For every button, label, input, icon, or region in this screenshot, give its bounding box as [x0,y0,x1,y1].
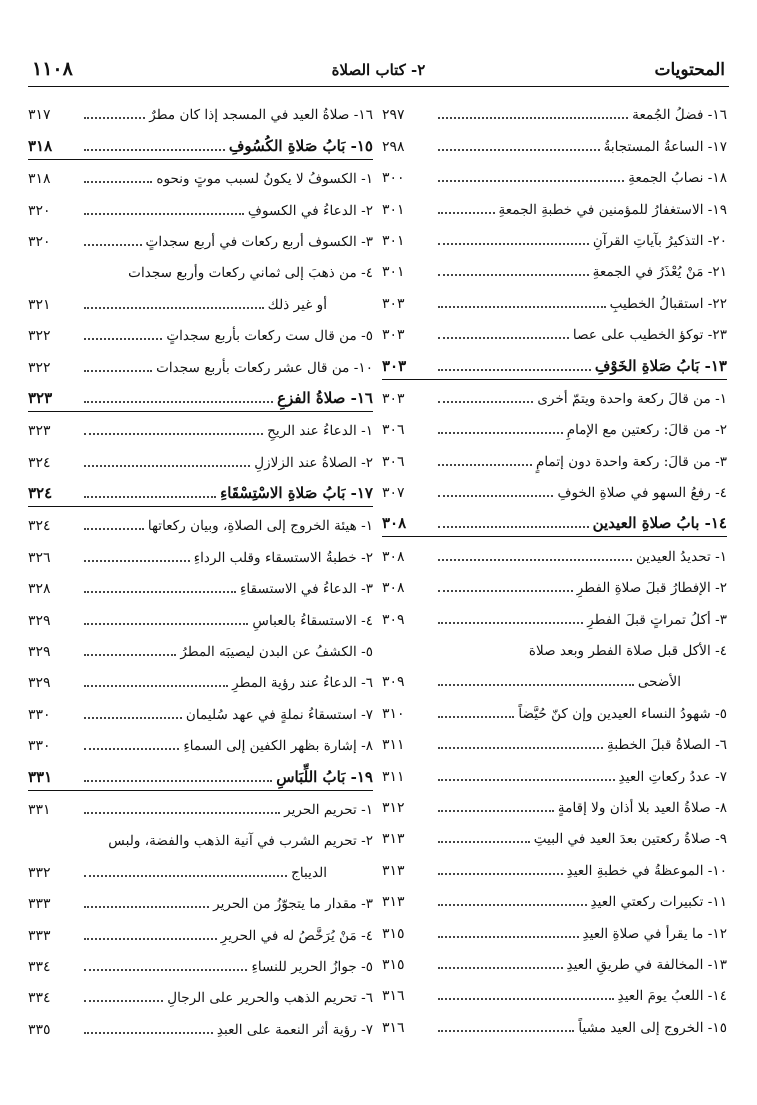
toc-entry-title: ١٤- بابُ صلاةِ العيدين [592,514,727,533]
toc-entry-title: ١- الكسوفُ لا يكونُ لسبب موتٍ ونحوه [156,171,373,188]
dot-leader [84,307,264,309]
dot-leader [438,904,587,906]
toc-chapter-row [28,380,373,412]
toc-entry-title: ١٧- بَابُ صَلاةِ الاسْتِسْقَاءِ [220,484,373,503]
toc-page-number: ٣١٨ [28,171,51,188]
toc-entry-title: ١٣- بَابُ صَلاةِ الخَوْفِ [594,356,727,375]
dot-leader [84,1000,163,1002]
toc-entry-title: الديباج [291,864,327,881]
toc-page-number: ٢٩٨ [382,138,405,155]
dot-leader [84,465,250,467]
toc-entry-title: ٢- الصلاةُ عند الزلازلِ [254,454,373,471]
toc-entry-row [28,601,373,632]
toc-page-number: ٣٣١ [28,767,53,786]
toc-page-number: ٣١٣ [382,831,405,848]
toc-entry-title: ٦- الصلاةُ قبلَ الخطبةِ [607,737,727,754]
dot-leader [438,401,533,403]
toc-entry-row [382,946,727,977]
toc-entry-title: ١- تحديدُ العيدين [635,548,727,565]
dot-leader [438,212,495,214]
toc-page-number: ٣١٦ [382,1019,405,1036]
dot-leader [438,873,563,875]
toc-page-number: ٣١٥ [382,925,405,942]
toc-entry-row [28,633,373,664]
toc-entry-title: ٩- صلاةُ ركعتين بعدَ العيد في البيتِ [533,831,727,848]
toc-chapter-row [28,475,373,507]
toc-page-number: ٣٣٣ [28,927,51,944]
toc-entry-title: ١٥- الخروج إلى العيد مشياً [578,1019,727,1036]
toc-page-number: ٣٣٠ [28,738,51,755]
toc-entry-title: ١٨- نصابُ الجمعةِ [628,170,727,187]
toc-entry-row [28,285,373,316]
toc-page-number: ٣٠١ [382,201,405,218]
toc-entry-title: ١- من قالَ ركعة واحدة ويتمّ أخرى [537,390,727,407]
toc-page-number: ٣٠٣ [382,390,405,407]
toc-page-number: ٣٢٦ [28,549,51,566]
toc-page-number: ٣٢٤ [28,518,51,535]
dot-leader [438,779,615,781]
toc-entry-title: ٣- أكلُ تمراتٍ قبلَ الفطرِ [587,611,727,628]
dot-leader [84,969,247,971]
toc-page-number: ٣١٥ [382,956,405,973]
dot-leader [84,875,287,877]
toc-chapter-row [382,347,727,379]
toc-entry-row [382,726,727,757]
toc-entry-title: ١٦- صلاةُ العيد في المسجد إذا كان مطرٌ [149,107,373,124]
toc-entry-row [382,883,727,914]
toc-entry-title: ٢٠- التذكيرُ بآياتِ القرآنِ [592,232,727,249]
toc-entry-row [28,538,373,569]
dot-leader [84,433,263,435]
dot-leader [84,560,190,562]
toc-entry-row [28,791,373,822]
toc-entry-row [382,159,727,190]
dot-leader [438,495,553,497]
toc-entry-row [382,977,727,1008]
toc-entry-row [382,442,727,473]
toc-entry-title: ٧- رؤية أثر النعمة على العبدِ [216,1021,373,1038]
toc-entry-title: ٥- جوازُ الحرير للنساءِ [251,958,373,975]
toc-entry-title: ٤- مَنْ يُرَخَّصُ له في الحريرِ [220,927,373,944]
toc-page-number: ٣٢٠ [28,202,51,219]
toc-entry-row [28,853,373,884]
dot-leader [438,810,554,812]
toc-entry-row [28,916,373,947]
toc-page-number: ٣٠١ [382,232,405,249]
toc-entry-title: ١٥- بَابُ صَلاةِ الكُسُوفِ [228,136,373,155]
toc-page-number: ٣٠٨ [382,580,405,597]
toc-page-number: ٣١٠ [382,705,405,722]
toc-page-number: ٣٢٤ [28,454,51,471]
toc-entry-row [382,253,727,284]
dot-leader [84,401,273,403]
toc-page-number: ٣٠٨ [382,514,407,533]
toc-entry-title: ٨- صلاةُ العيد بلا أذان ولا إقامةٍ [557,799,727,816]
toc-entry-title: ١- الدعاءُ عند الريحِ [267,423,373,440]
toc-entry-title: ٤- من ذهبَ إلى ثماني ركعات وأربع سجدات [128,265,373,282]
dot-leader [438,1030,574,1032]
toc-page-number: ٣٢٢ [28,359,51,376]
toc-entry-row [28,664,373,695]
toc-entry-title: ١١- تكبيرات ركعتي العيدِ [590,894,727,911]
dot-leader [84,717,182,719]
toc-entry-row [28,822,373,853]
toc-entry-row [382,569,727,600]
toc-chapter-row [28,758,373,790]
toc-entry-row [28,348,373,379]
toc-entry-title: ١- هيئة الخروج إلى الصلاةِ، وبيان ركعاتها [147,518,373,535]
dot-leader [84,938,217,940]
toc-entry-title: ٢- الإفطارُ قبلَ صلاةِ الفطرِ [576,580,727,597]
toc-entry-row [382,663,727,694]
toc-entry-row [382,316,727,347]
toc-entry-title: ٢٣- توكؤ الخطيب على عصا [572,327,727,344]
toc-entry-title: ١٩- بَابُ اللِّبَاسِ [276,767,373,786]
section-title: المحتويات [654,60,725,80]
toc-page-number: ٣١٧ [28,107,51,124]
dot-leader [438,716,514,718]
toc-entry-title: الأضحى [637,674,681,691]
toc-entry-title: ١٦- صلاةُ الفزعِ [277,388,373,407]
toc-entry-row [382,474,727,505]
toc-page-number: ٣٠٣ [382,327,405,344]
toc-page-number: ٣١٨ [28,136,53,155]
toc-entry-row [28,727,373,758]
toc-column-right [382,96,727,1040]
toc-entry-title: ٤- الاستسقاءُ بالعباسِ [252,612,373,629]
toc-page-number: ٣٢٤ [28,484,53,503]
toc-entry-title: ٢- خطبةُ الاستسقاء وقلب الرداءِ [193,549,373,566]
toc-entry-row [28,223,373,254]
toc-entry-title: ٧- استسقاءُ نملةٍ في عهد سُليمان [185,706,373,723]
toc-entry-title: ٦- تحريم الذهب والحرير على الرجالِ [167,990,373,1007]
dot-leader [84,654,176,656]
dot-leader [84,528,144,530]
dot-leader [84,906,209,908]
toc-entry-row [28,317,373,348]
dot-leader [84,338,162,340]
dot-leader [438,337,569,339]
toc-page-number: ٢٩٧ [382,107,405,124]
page-number: ١١٠٨ [32,58,73,80]
dot-leader [438,967,563,969]
toc-entry-title: ٢- تحريم الشرب في آنية الذهب والفضة، ولبس [108,833,373,850]
dot-leader [438,243,589,245]
dot-leader [438,369,591,371]
toc-entry-row [28,443,373,474]
toc-entry-title: ٦- الدعاءُ عند رؤية المطرِ [232,675,373,692]
toc-page-number: ٣٠٣ [382,295,405,312]
toc-entry-title: ٨- إشارة بظهر الكفين إلى السماءِ [183,738,373,755]
dot-leader [438,274,589,276]
toc-page-number: ٣٣٥ [28,1021,51,1038]
toc-page-number: ٣٠٦ [382,422,405,439]
toc-chapter-row [28,127,373,159]
dot-leader [438,117,628,119]
toc-page-number: ٣٣٣ [28,896,51,913]
toc-entry-row [28,96,373,127]
toc-entry-title: ٥- الكشفُ عن البدن ليصيبَه المطرُ [180,644,373,661]
toc-entry-row [382,600,727,631]
toc-entry-row [382,127,727,158]
toc-entry-row [382,1008,727,1039]
toc-entry-row [28,695,373,726]
toc-page-number: ٣٣٠ [28,706,51,723]
dot-leader [438,432,563,434]
toc-entry-title: ١٠- الموعظةُ في خطبةِ العيدِ [566,862,727,879]
toc-page-number: ٣٢٢ [28,328,51,345]
toc-entry-row [382,632,727,663]
toc-page-number: ٣١١ [382,737,405,754]
toc-page-number: ٣٠٨ [382,548,405,565]
toc-page-number: ٣٠٩ [382,611,405,628]
dot-leader [438,684,634,686]
toc-page-number: ٣١٢ [382,799,405,816]
toc-page-number: ٣٠٧ [382,485,405,502]
dot-leader [438,936,579,938]
toc-entry-row [28,160,373,191]
dot-leader [438,526,589,528]
toc-entry-title: ١٧- الساعةُ المستجابةُ [603,138,727,155]
toc-entry-row [382,789,727,820]
toc-page-number: ٣٠٦ [382,453,405,470]
dot-leader [438,464,532,466]
toc-entry-row [28,412,373,443]
toc-page-number: ٣١٣ [382,894,405,911]
dot-leader [84,685,228,687]
toc-entry-row [382,411,727,442]
toc-page-number: ٣١٣ [382,862,405,879]
toc-entry-title: ١- تحريم الحرير [284,801,373,818]
toc-page-number: ٣٢٣ [28,423,51,440]
toc-entry-row [382,851,727,882]
dot-leader [438,559,632,561]
toc-entry-title: ٧- عددُ ركعاتِ العيدِ [618,768,727,785]
toc-chapter-row [382,505,727,537]
dot-leader [438,841,530,843]
toc-entry-row [28,570,373,601]
toc-entry-row [28,948,373,979]
toc-page-number: ٣٢٨ [28,581,51,598]
toc-page-number: ٣٣٤ [28,990,51,1007]
toc-entry-row [382,694,727,725]
toc-entry-title: ١٠- من قال عشر ركعات بأربع سجدات [156,359,373,376]
toc-entry-title: ١٢- ما يقرأ في صلاةِ العيدِ [582,925,727,942]
dot-leader [438,149,600,151]
toc-entry-row [382,914,727,945]
toc-entry-row [28,979,373,1010]
dot-leader [84,213,244,215]
toc-entry-row [28,1010,373,1041]
dot-leader [84,244,142,246]
dot-leader [84,780,272,782]
toc-entry-title: ٣- مقدار ما يتجوّزُ من الحرير [213,896,373,913]
toc-entry-title: ١٣- المخالفة في طريقِ العيدِ [566,956,727,973]
toc-entry-title: ٢٢- استقبالُ الخطيبِ [609,295,727,312]
toc-page-number: ٣١٦ [382,988,405,1005]
toc-entry-title: ١٩- الاستغفارُ للمؤمنين في خطبةِ الجمعةِ [498,201,727,218]
toc-entry-title: ١٤- اللعبُ يومَ العيدِ [617,988,727,1005]
toc-entry-row [382,380,727,411]
toc-entry-row [382,96,727,127]
toc-page-number: ٣٣٤ [28,958,51,975]
toc-page-number: ٣٢٣ [28,388,53,407]
dot-leader [438,998,614,1000]
toc-page-number: ٣٢٩ [28,644,51,661]
toc-entry-row [28,507,373,538]
toc-entry-title: ٢١- مَنْ يُعْذَرُ في الجمعةِ [592,264,727,281]
toc-page-number: ٣٠٣ [382,356,407,375]
toc-column-left [28,96,373,1042]
toc-entry-title: ٣- الكسوف أربع ركعات في أربع سجداتٍ [145,233,373,250]
toc-page-number: ٣٢١ [28,296,51,313]
toc-page-number: ٣٢٩ [28,675,51,692]
toc-entry-title: ٢- من قالَ: ركعتين مع الإمامِ [566,422,727,439]
dot-leader [438,590,573,592]
toc-entry-row [28,191,373,222]
dot-leader [84,623,248,625]
toc-entry-title: ٢- الدعاءُ في الكسوفِ [247,202,373,219]
dot-leader [438,306,606,308]
toc-entry-row [382,284,727,315]
toc-page-number: ٣٠٠ [382,170,405,187]
dot-leader [84,181,152,183]
toc-page-number: ٣٠١ [382,264,405,281]
dot-leader [438,180,624,182]
toc-entry-row [28,885,373,916]
toc-entry-row [382,190,727,221]
toc-entry-row [382,757,727,788]
toc-entry-row [382,222,727,253]
toc-entry-title: ٣- الدعاءُ في الاستسقاءِ [240,581,373,598]
toc-page-number: ٣١١ [382,768,405,785]
toc-entry-title: ١٦- فضلُ الجُمعة [632,107,727,124]
toc-entry-row [28,254,373,285]
toc-entry-title: ٤- الأكل قبل صلاة الفطر وبعد صلاة [528,643,727,660]
toc-entry-title: ٥- شهودُ النساء العيدين وإن كنّ حُيَّضاً [518,705,727,722]
dot-leader [84,812,280,814]
toc-entry-title: ٣- من قالَ: ركعة واحدة دون إتمامٍ [535,453,727,470]
dot-leader [438,622,583,624]
dot-leader [84,748,179,750]
dot-leader [438,747,603,749]
toc-entry-row [382,820,727,851]
toc-page-number: ٣٠٩ [382,674,405,691]
page-header [28,58,729,84]
toc-entry-title: ٥- من قال ست ركعات بأربع سجداتٍ [166,328,373,345]
dot-leader [84,370,152,372]
header-rule [28,86,729,87]
dot-leader [84,117,145,119]
toc-page-number: ٣٣١ [28,801,51,818]
toc-page-number: ٣٢٩ [28,612,51,629]
book-title: ٢- كتاب الصلاة [331,61,426,79]
dot-leader [84,149,225,151]
toc-entry-title: أو غير ذلك [267,296,327,313]
toc-entry-row [382,537,727,568]
toc-page-number: ٣٣٢ [28,864,51,881]
dot-leader [84,1032,213,1034]
toc-page-number: ٣٢٠ [28,233,51,250]
toc-entry-title: ٤- رفعُ السهو في صلاةِ الخوفِ [557,485,727,502]
dot-leader [84,496,216,498]
dot-leader [84,591,236,593]
